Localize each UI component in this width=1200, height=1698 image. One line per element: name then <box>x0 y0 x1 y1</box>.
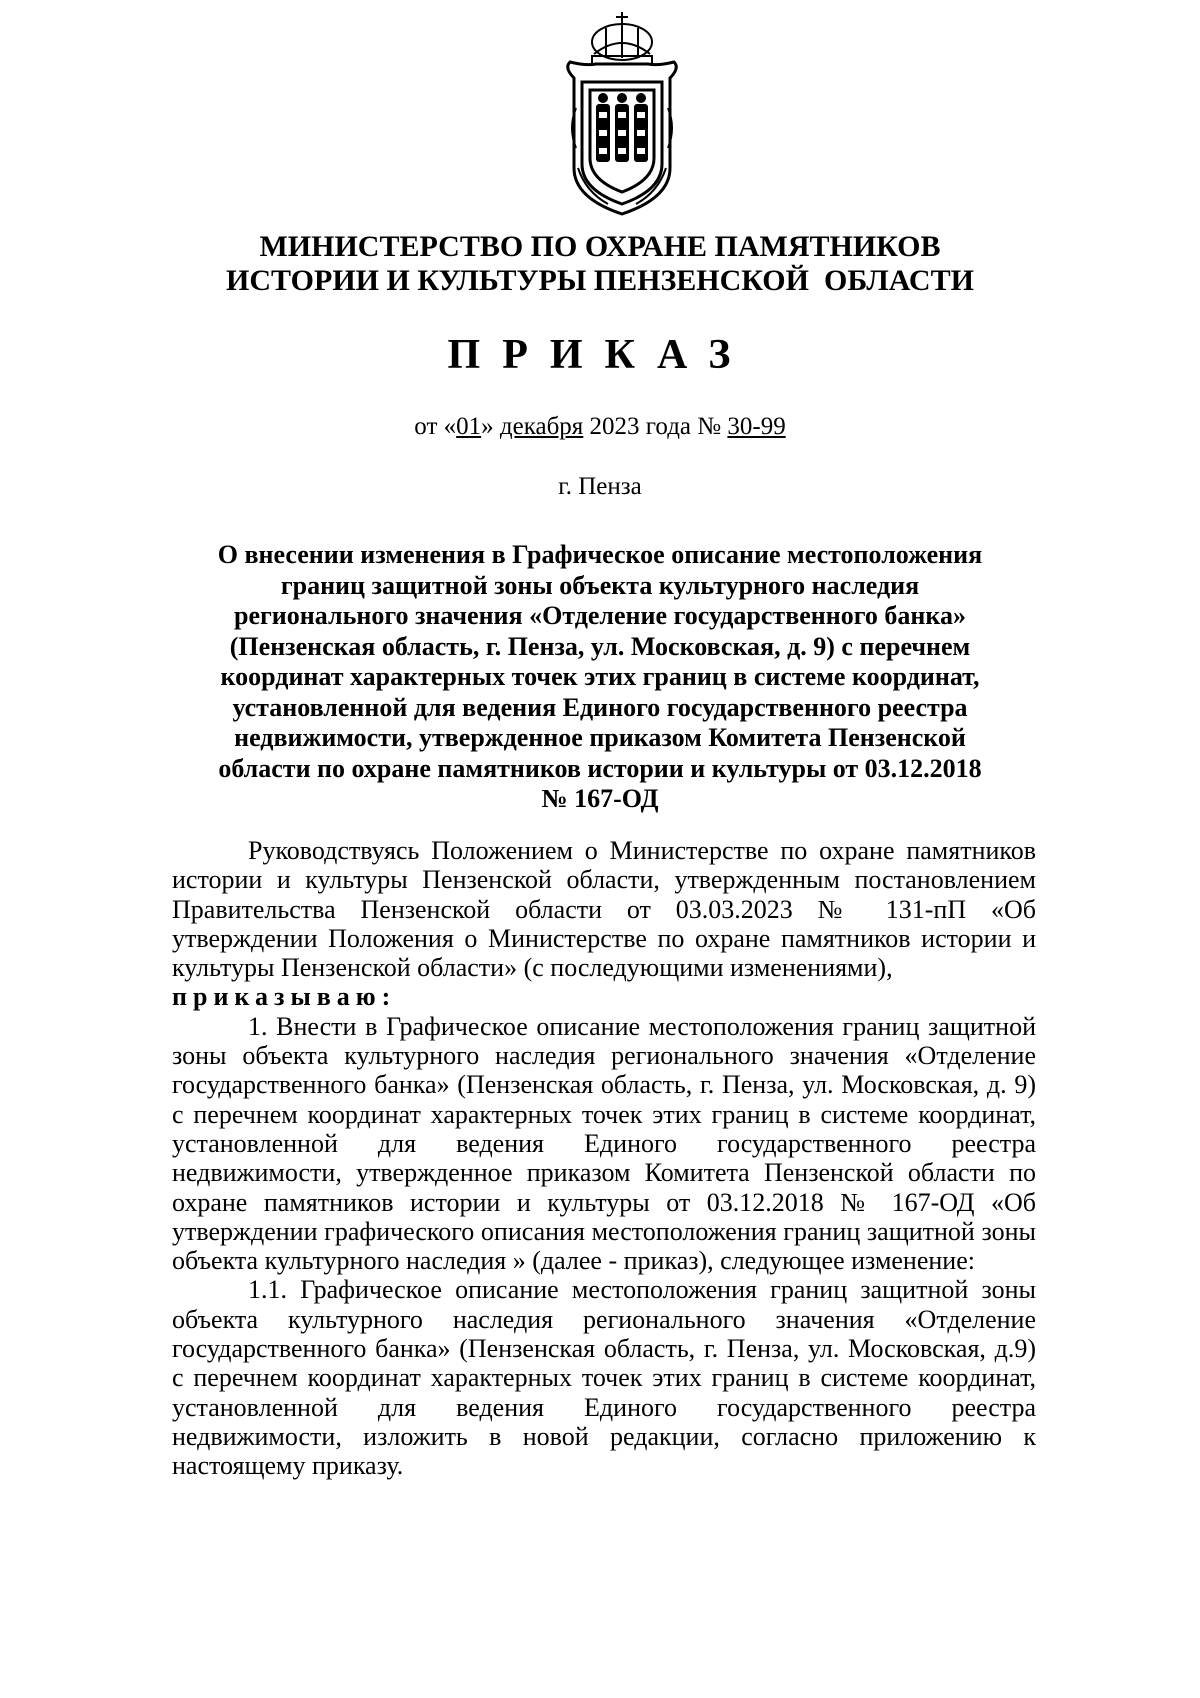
penza-coat-of-arms-icon <box>556 8 688 216</box>
order-date-number <box>180 412 1020 442</box>
order-city: г. Пенза <box>558 473 642 500</box>
order-title: ПРИКАЗ <box>447 332 753 378</box>
ministry-name <box>180 230 1020 298</box>
preamble-paragraph <box>172 836 1036 982</box>
order-subject: О внесении изменения в Графическое описание местоположения границ защитной зоны объекта культурного наследия регионального значения «Отделение государственного банка» (Пензенская область, г. Пенза, ул. Московская, д. 9) с перечнем координат характерных точек этих границ в системе координат, установленной для ведения Единого государственного реестра недвижимости, утвержденное приказом Комитета Пензенской области по охране памятников истории и культуры от 03.12.2018 № 167-ОД <box>217 540 983 813</box>
ministry-name-line1: МИНИСТЕРСТВО ПО ОХРАНЕ ПАМЯТНИКОВ <box>259 230 941 263</box>
item-1-paragraph: 1. Внести в Графическое описание местоположения границ защитной зоны объекта культурного наследия регионального значения «Отделение государственного банка» (Пензенская область, г. Пенза, ул. Московская, д. 9) с перечнем координат характерных точек этих границ в системе координат, установленной для ведения Единого государственного реестра недвижимости, утвержденное приказом Комитета Пензенской области по охране памятников истории и культуры от 03.12.2018 № 167-ОД «Об утверждении графического описания местоположения границ защитной зоны объекта культурного наследия » (далее - приказ), следующее изменение: <box>172 1011 1036 1276</box>
order-number: 30-99 <box>727 413 786 440</box>
order-month: декабря <box>499 413 584 440</box>
preamble-text: Руководствуясь Положением о Министерстве по охране памятников истории и культуры Пензенской области, утвержденным постановлением Правительства Пензенской области от 03.03.2023 № 131-пП «Об утверждении Положения о Министерстве по охране памятников истории и культуры Пензенской области» (с последующими изменениями), <box>172 836 1036 983</box>
order-body <box>172 836 1036 1481</box>
order-word-line <box>172 982 1036 1011</box>
order-word: приказываю: <box>172 982 397 1012</box>
order-date-prefix: от « <box>414 413 457 440</box>
item-1-1-paragraph: 1.1. Графическое описание местоположения границ защитной зоны объекта культурного наследия регионального значения «Отделение государственного банка» (Пензенская область, г. Пенза, ул. Московская, д.9) с перечнем координат характерных точек этих границ в системе координат, установленной для ведения Единого государственного реестра недвижимости, изложить в новой редакции, согласно приложению к настоящему приказу. <box>172 1275 1036 1481</box>
order-date-mid: » <box>481 413 500 440</box>
order-day: 01 <box>456 413 482 440</box>
ministry-name-line2: ИСТОРИИ И КУЛЬТУРЫ ПЕНЗЕНСКОЙ ОБЛАСТИ <box>226 264 974 297</box>
order-year: 2023 года № <box>583 413 728 440</box>
